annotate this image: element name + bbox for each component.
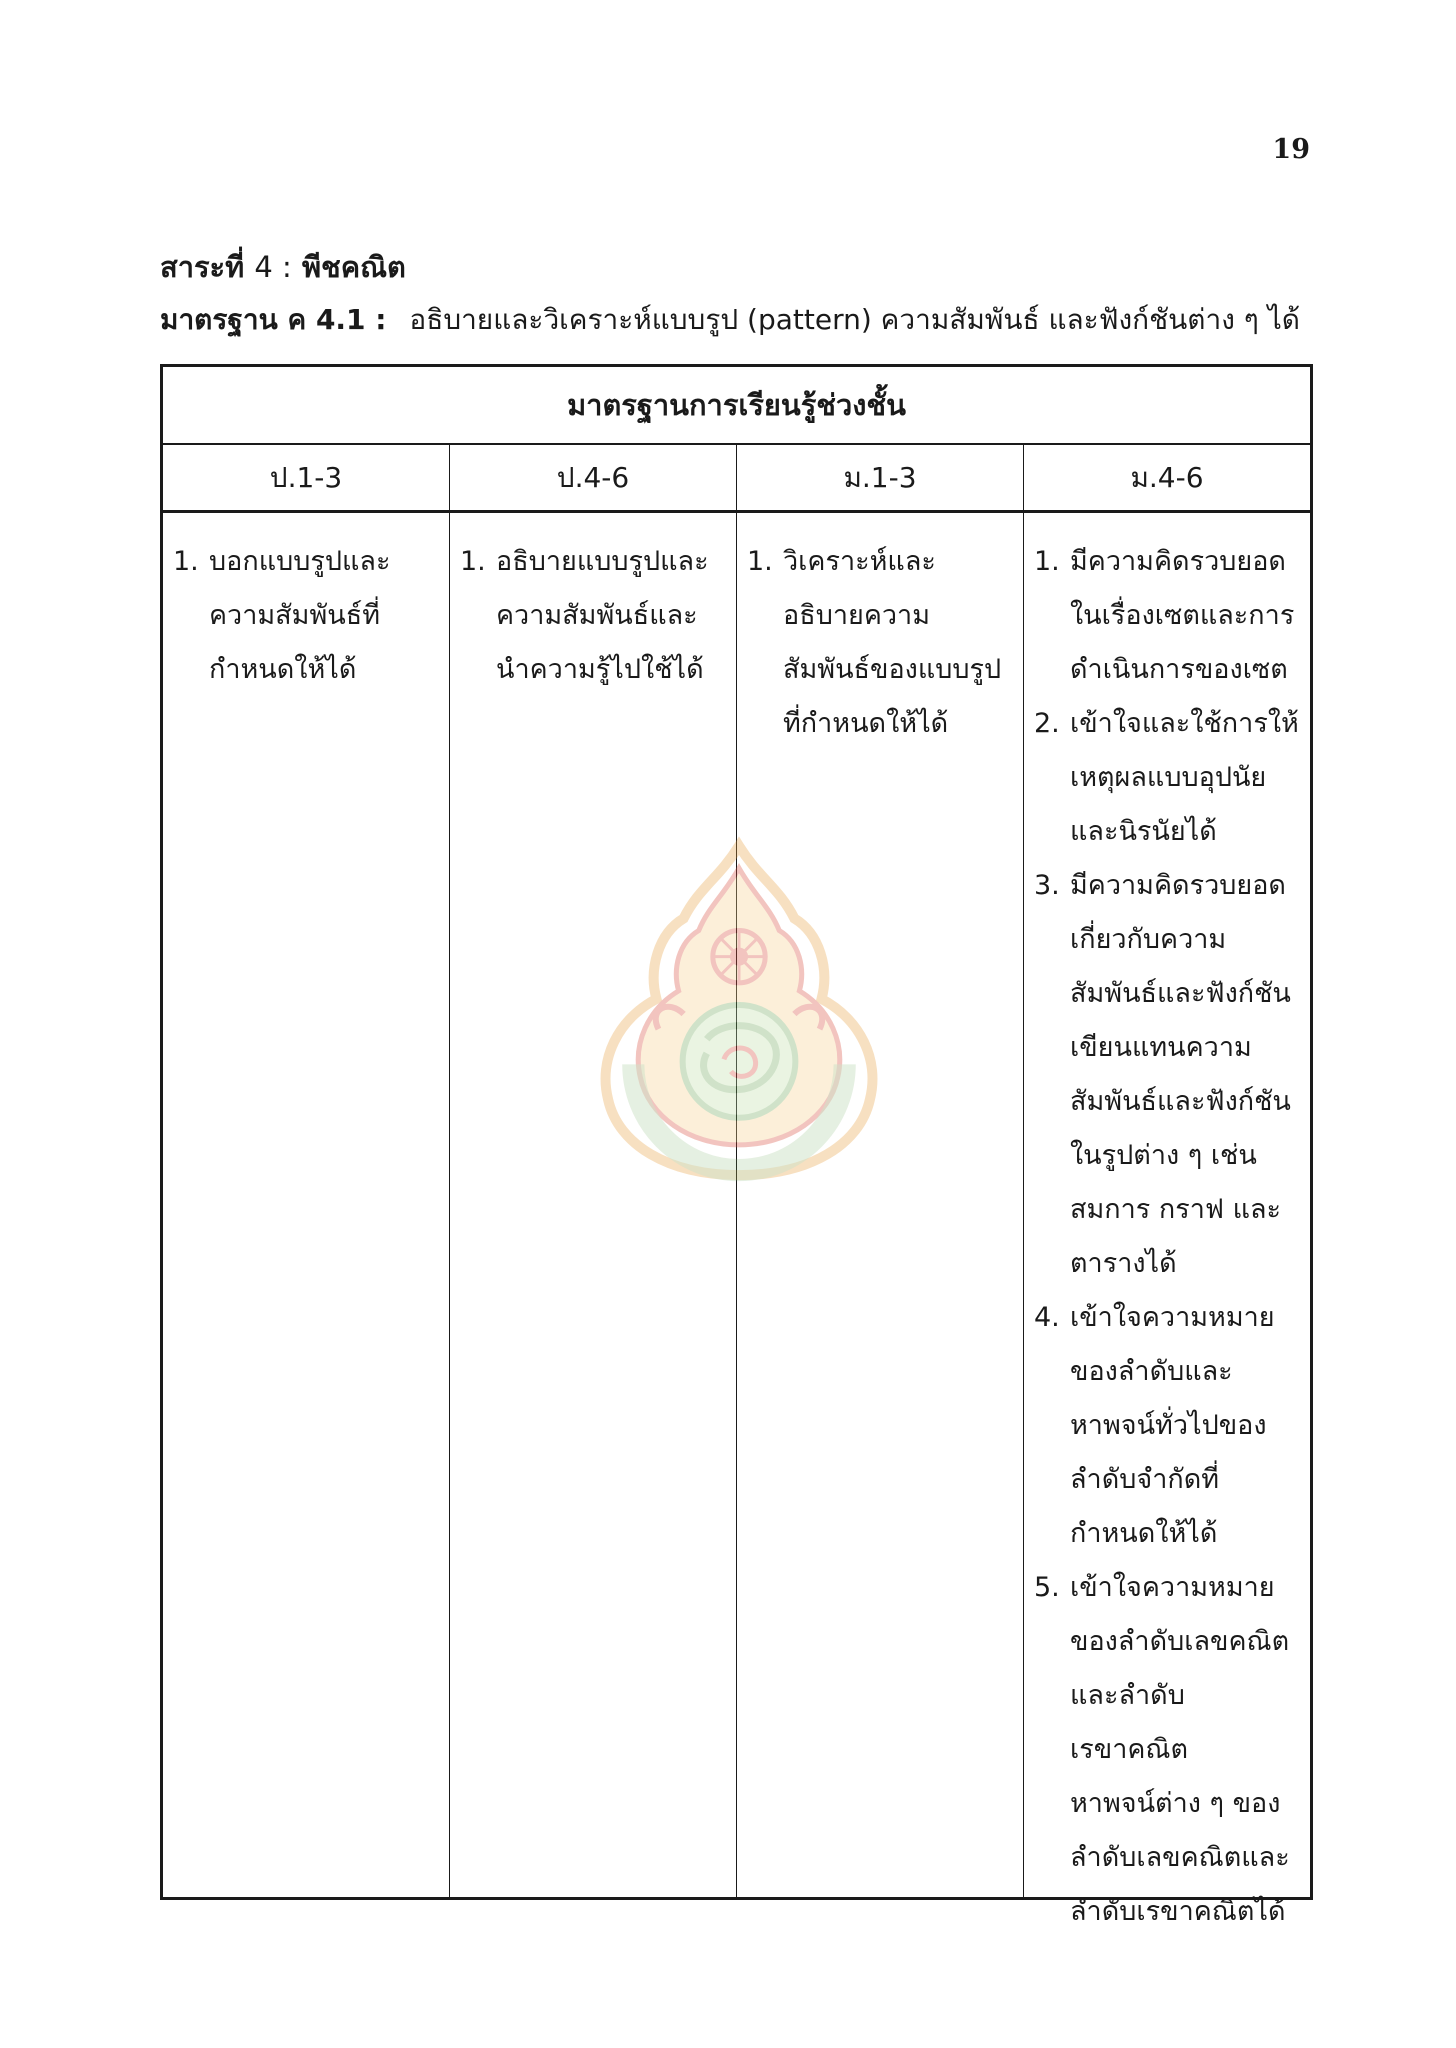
standard-item: [1034, 535, 1300, 697]
item-number: 1.: [173, 546, 199, 577]
standard-item: [1034, 1561, 1300, 1939]
item-number: 5.: [1034, 1572, 1060, 1603]
item-text: มีความคิดรวบยอด เกี่ยวกับความ สัมพันธ์และฟังก์ชัน เขียนแทนความ สัมพันธ์และฟังก์ชัน ในรูปต่าง ๆ เช่น สมการ กราฟ และ ตารางได้: [1070, 870, 1291, 1279]
standard-heading: [160, 298, 1300, 342]
item-number: 3.: [1034, 870, 1060, 901]
standard-item: [747, 535, 1013, 751]
grade-header-p1-3: ป.1-3: [163, 445, 450, 510]
strand-name: พีชคณิต: [301, 250, 406, 284]
standard-item: [1034, 859, 1300, 1291]
item-text: เข้าใจความหมาย ของลำดับและ หาพจน์ทั่วไปของ ลำดับจำกัดที่ กำหนดให้ได้: [1070, 1302, 1275, 1549]
column-m1-3: [737, 513, 1024, 1897]
standard-item: [1034, 1291, 1300, 1561]
column-m4-6: [1024, 513, 1310, 1927]
page-number: 19: [1272, 134, 1310, 165]
strand-number: 4 :: [254, 250, 292, 284]
grade-header-m1-3: ม.1-3: [737, 445, 1024, 510]
item-text: อธิบายแบบรูปและ ความสัมพันธ์และ นำความรู้ไปใช้ได้: [496, 546, 709, 685]
item-number: 4.: [1034, 1302, 1060, 1333]
standard-code: มาตรฐาน ค 4.1 :: [160, 303, 387, 336]
item-number: 1.: [747, 546, 773, 577]
grade-header-p4-6: ป.4-6: [450, 445, 737, 510]
learning-standards-table: [160, 364, 1313, 1927]
strand-heading: [160, 244, 406, 290]
column-p1-3: [163, 513, 450, 1897]
standard-item: [1034, 697, 1300, 859]
standard-item: [460, 535, 726, 697]
item-text: วิเคราะห์และ อธิบายความ สัมพันธ์ของแบบรูป ที่กำหนดให้ได้: [783, 546, 1002, 739]
item-text: เข้าใจความหมาย ของลำดับเลขคณิต และลำดับเรขาคณิต หาพจน์ต่าง ๆ ของ ลำดับเลขคณิตและ ลำดับเรขาคณิตได้: [1070, 1572, 1290, 1927]
item-number: 1.: [460, 546, 486, 577]
table-title: มาตรฐานการเรียนรู้ช่วงชั้น: [163, 367, 1310, 445]
item-text: มีความคิดรวบยอด ในเรื่องเซตและการ ดำเนินการของเซต: [1070, 546, 1295, 685]
strand-label: สาระที่: [160, 250, 245, 284]
item-text: เข้าใจและใช้การให้ เหตุผลแบบอุปนัย และนิรนัยได้: [1070, 708, 1299, 847]
item-number: 2.: [1034, 708, 1060, 739]
standards-body-row: [163, 513, 1310, 1927]
standard-item: [173, 535, 439, 697]
item-number: 1.: [1034, 546, 1060, 577]
grade-header-row: [163, 445, 1310, 513]
grade-header-m4-6: ม.4-6: [1130, 460, 1204, 494]
column-p4-6: [450, 513, 737, 1897]
standard-description: อธิบายและวิเคราะห์แบบรูป (pattern) ความสัมพันธ์ และฟังก์ชันต่าง ๆ ได้: [409, 303, 1300, 336]
item-text: บอกแบบรูปและ ความสัมพันธ์ที่ กำหนดให้ได้: [209, 546, 391, 685]
